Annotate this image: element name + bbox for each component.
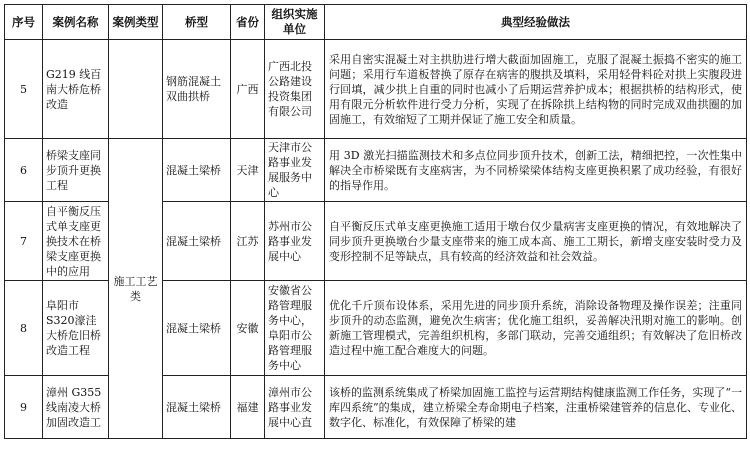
- cell-experience: 自平衡反压式单支座更换施工适用于墩台仅少量病害支座更换的情况，有效地解决了同步顶升更换墩台少量支座带来的施工成本高、施工工期长，新增支座安装时受力及变形控制不足等缺点，具有较高的经济效益和社会效益。: [325, 202, 747, 281]
- cell-bridge-type: 混凝土梁桥: [163, 281, 231, 376]
- cell-province: 广西: [231, 40, 265, 139]
- cell-bridge-type: 混凝土梁桥: [163, 376, 231, 439]
- experience-text: 该桥的监测系统集成了桥梁加固施工监控与运营期结构健康监测工作任务，实现了“一库四系统”的集成，建立桥梁全寿命期电子档案，注重桥梁建管养的信息化、专业化、数字化、标准化，有效保障了桥梁的建: [329, 385, 742, 429]
- cell-case-name: 漳州 G355线南凌大桥加固改造工: [43, 376, 109, 439]
- cell-province: 江苏: [231, 202, 265, 281]
- header-org: 组织实施单位: [265, 5, 325, 40]
- cell-province: 福建: [231, 376, 265, 439]
- header-name: 案例名称: [43, 5, 109, 40]
- cell-org: 安徽省公路管理服务中心，阜阳市公路管理服务中心: [265, 281, 325, 376]
- cell-case-name: 自平衡反压式单支座更换技术在桥梁支座更换中的应用: [43, 202, 109, 281]
- cell-experience: 采用自密实混凝土对主拱肋进行增大截面加固施工，克服了混凝土振捣不密实的施工问题；采用行车道板替换了原存在病害的腹拱及填料，采用轻骨料砼对拱上实腹段进行回填，减少拱上自重的同时也减小了后期运营养护成本；根据拱桥的结构形式，使用有限元分析软件进行受力分析，实现了在拆除拱上结构物的同时完成双曲拱圈的加固施工，有效缩短了工期并保证了施工安全和质量。: [325, 40, 747, 139]
- cell-org: 广西北投公路建设投资集团有限公司: [265, 40, 325, 139]
- case-table: [4, 4, 747, 439]
- header-province: 省份: [231, 5, 265, 40]
- cell-seq: 8: [5, 281, 43, 376]
- table-row: [5, 40, 747, 139]
- cell-province: 天津: [231, 139, 265, 202]
- cell-case-type: [109, 40, 163, 139]
- cell-case-type: 施工工艺类: [109, 139, 163, 439]
- cell-seq: 6: [5, 139, 43, 202]
- cell-case-name: 阜阳市 S320濠洼大桥危旧桥改造工程: [43, 281, 109, 376]
- header-bridge: 桥型: [163, 5, 231, 40]
- cell-case-name: 桥梁支座同步顶升更换工程: [43, 139, 109, 202]
- cell-experience: [325, 376, 747, 439]
- cell-seq: 5: [5, 40, 43, 139]
- header-seq: 序号: [5, 5, 43, 40]
- cell-org: 漳州市公路事业发展中心直: [265, 376, 325, 439]
- cell-experience: 用 3D 激光扫描监测技术和多点位同步顶升技术，创新工法，精细把控，一次性集中解决全市桥梁既有支座病害，为不同桥梁梁体结构支座更换积累了成功经验，有很好的指导作用。: [325, 139, 747, 202]
- cell-bridge-type: 钢筋混凝土双曲拱桥: [163, 40, 231, 139]
- cell-bridge-type: 混凝土梁桥: [163, 139, 231, 202]
- table-row: [5, 139, 747, 202]
- cell-bridge-type: 混凝土梁桥: [163, 202, 231, 281]
- header-type: 案例类型: [109, 5, 163, 40]
- header-exp: 典型经验做法: [325, 5, 747, 40]
- cell-case-name: G219 线百南大桥危桥改造: [43, 40, 109, 139]
- cell-experience: 优化千斤顶布设体系，采用先进的同步顶升系统，消除设备物理及操作误差；注重同步顶升的动态监测，避免次生病害；优化施工组织，妥善解决汛期对施工的影响。创新施工管理模式，完善组织机构，多部门联动，完善交通组织；有效解决了危旧桥改造过程中施工配合难度大的问题。: [325, 281, 747, 376]
- cell-seq: 7: [5, 202, 43, 281]
- cell-org: 苏州市公路事业发展中心: [265, 202, 325, 281]
- cell-province: 安徽: [231, 281, 265, 376]
- header-row: [5, 5, 747, 40]
- cell-seq: 9: [5, 376, 43, 439]
- cell-org: 天津市公路事业发展服务中心: [265, 139, 325, 202]
